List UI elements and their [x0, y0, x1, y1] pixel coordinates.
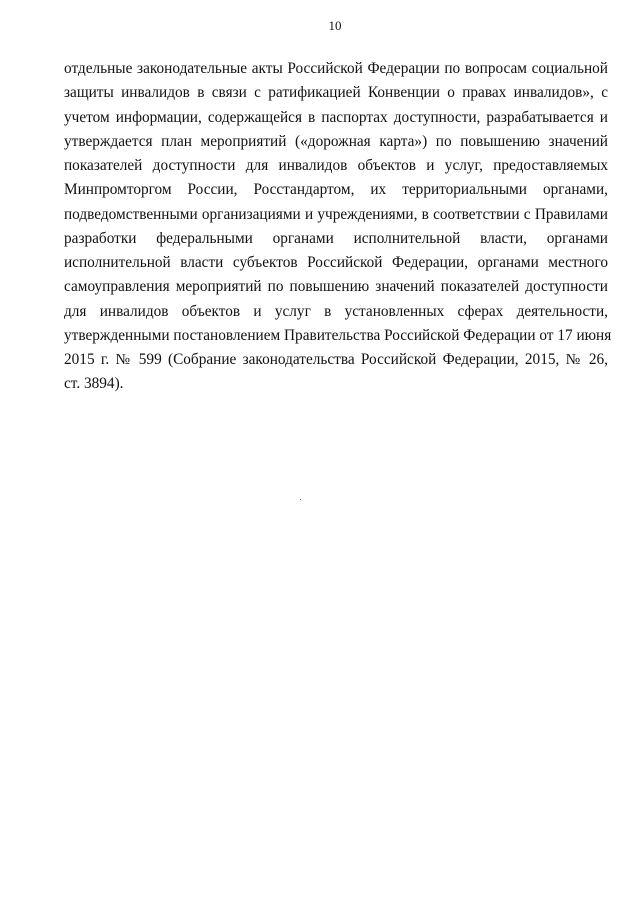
page-number: 10: [328, 18, 342, 33]
text-line: Минпромторгом России, Росстандартом, их территориальными органами,: [64, 181, 608, 199]
text-line: учетом информации, содержащейся в паспортах доступности, разрабатывается и: [64, 108, 608, 126]
body-paragraph: [64, 57, 612, 397]
text-line: исполнительной власти субъектов Российской Федерации, органами местного: [64, 254, 608, 271]
text-line: разработки федеральными органами исполнительной власти, органами: [64, 229, 608, 247]
text-line: для инвалидов объектов и услуг в установленных сферах деятельности,: [64, 302, 608, 320]
text-line: отдельные законодательные акты Российской Федерации по вопросам социальной: [64, 60, 608, 77]
scan-speck: [300, 499, 301, 500]
text-line: защиты инвалидов в связи с ратификацией Конвенции о правах инвалидов», с: [64, 84, 608, 102]
text-line: ст. 3894).: [64, 375, 124, 393]
text-line: 2015 г. № 599 (Собрание законодательства Российской Федерации, 2015, № 26,: [64, 351, 608, 368]
text-line: показателей доступности для инвалидов объектов и услуг, предоставляемых: [64, 157, 608, 174]
text-line: утверждается план мероприятий («дорожная карта») по повышению значений: [64, 132, 608, 150]
text-line: утвержденными постановлением Правительства Российской Федерации от 17 июня: [64, 326, 612, 344]
text-line: подведомственными организациями и учреждениями, в соответствии с Правилами: [64, 205, 608, 223]
text-line: самоуправления мероприятий по повышению значений показателей доступности: [64, 278, 608, 296]
